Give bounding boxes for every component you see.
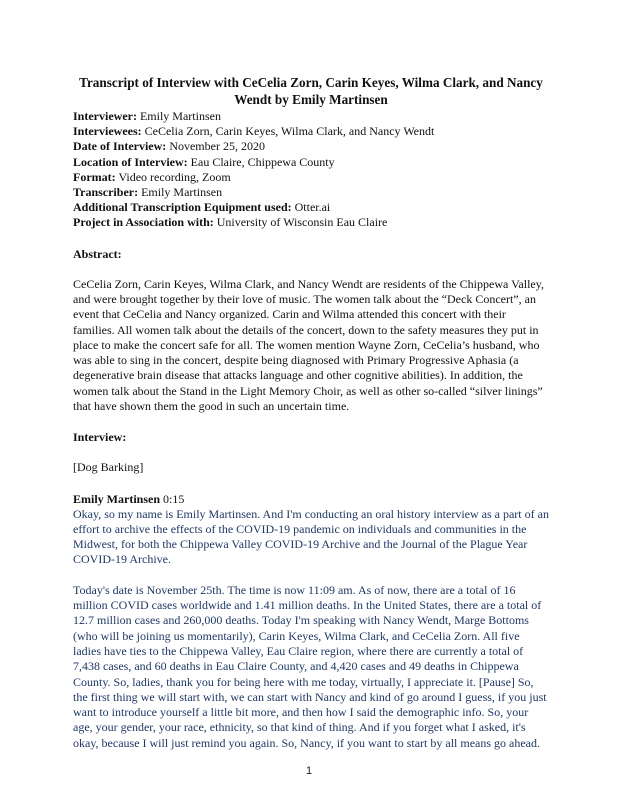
meta-label: Transcriber: — [73, 185, 139, 200]
meta-interviewer — [73, 109, 549, 124]
meta-format — [73, 170, 549, 185]
interview-heading: Interview: — [73, 430, 127, 445]
speech-paragraph: Today's date is November 25th. The time is now 11:09 am. As of now, there are a total of 16 million COVID cases worldwide and 1.41 million deaths. In the United States, there are a total of 12.7 million cases and 260,000 deaths. Today I'm speaking with Nancy Wendt, Marge Bottoms (who will be joining us momentarily), Carin Keyes, Wilma Clark, and CeCelia Zorn. All five ladies have ties to the Chippewa Valley, Eau Claire region, where there are currently a total of 7,438 cases, and 60 deaths in Eau Claire County, and 4,420 cases and 49 deaths in Chippewa County. So, ladies, thank you for being here with me today, virtually, I appreciate it. [Pause] So, the first thing we will start with, we can start with Nancy and kind of go around I guess, if you just want to introduce yourself a little bit more, and then how I said the demographic info. So, your age, your gender, your race, ethnicity, so that kind of thing. And if you forget what I asked, it's okay, because I will just remind you again. So, Nancy, if you want to start by all means go ahead. — [73, 582, 547, 750]
document-page — [73, 74, 549, 751]
meta-label: Date of Interview: — [73, 139, 167, 154]
meta-value: Video recording, Zoom — [118, 169, 231, 184]
meta-value: CeCelia Zorn, Carin Keyes, Wilma Clark, and Nancy Wendt — [144, 124, 435, 139]
meta-value: Otter.ai — [294, 200, 331, 215]
document-title: Transcript of Interview with CeCelia Zorn, Carin Keyes, Wilma Clark, and Nancy Wendt by Emily Martinsen — [79, 75, 543, 107]
speech-paragraph: Okay, so my name is Emily Martinsen. And I'm conducting an oral history interview as a part of an effort to archive the effects of the COVID-19 pandemic on individuals and communities in the Midwest, for both the Chippewa Valley COVID-19 Archive and the Journal of the Plague Year COVID-19 Archive. — [73, 506, 549, 567]
abstract-text: CeCelia Zorn, Carin Keyes, Wilma Clark, and Nancy Wendt are residents of the Chippewa Valley, and were brought together by their love of music. The women talk about the “Deck Concert”, an event that CeCelia and Nancy organized. Carin and Wilma attended this concert with their families. All women talk about the details of the concert, down to the safety measures they put in place to make the concert safe for all. The women mention Wayne Zorn, CeCelia’s husband, who was able to sing in the concert, despite being diagnosed with Primary Progressive Aphasia (a degenerative brain disease that attacks language and other cognitive abilities). In addition, the women talk about the Stand in the Light Memory Choir, as well as other so-called “silver linings” that have shown them the good in such an uncertain time. — [73, 276, 544, 413]
meta-label: Format: — [73, 169, 116, 184]
speaker-timestamp: 0:15 — [163, 491, 185, 506]
speaker-line — [73, 492, 549, 507]
meta-transcriber — [73, 185, 549, 200]
meta-location — [73, 155, 549, 170]
abstract-heading: Abstract: — [73, 246, 122, 261]
meta-date — [73, 139, 549, 154]
meta-value: November 25, 2020 — [169, 139, 265, 154]
meta-project — [73, 215, 549, 230]
meta-label: Additional Transcription Equipment used: — [73, 200, 292, 215]
meta-value: Emily Martinsen — [139, 109, 221, 123]
sound-note: [Dog Barking] — [73, 460, 144, 475]
page-number: 1 — [305, 765, 313, 777]
meta-value: Eau Claire, Chippewa County — [190, 154, 335, 169]
metadata-block — [73, 109, 549, 231]
speaker-name: Emily Martinsen — [73, 491, 160, 506]
meta-label: Location of Interview: — [73, 154, 188, 169]
meta-label: Interviewer: — [73, 109, 137, 123]
meta-label: Interviewees: — [73, 124, 142, 139]
meta-value: Emily Martinsen — [141, 185, 223, 200]
meta-value: University of Wisconsin Eau Claire — [216, 215, 388, 230]
meta-interviewees — [73, 124, 549, 139]
meta-equipment — [73, 200, 549, 215]
meta-label: Project in Association with: — [73, 215, 214, 230]
